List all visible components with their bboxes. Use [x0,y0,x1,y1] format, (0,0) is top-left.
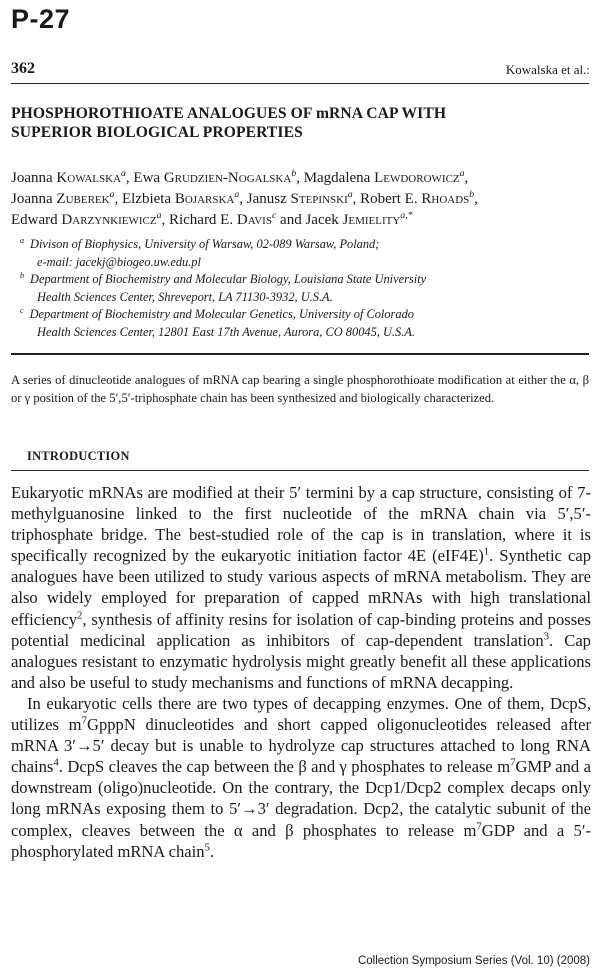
author-first-name: Richard E. [168,212,237,228]
author [169,212,306,228]
superscript: 7 [510,756,516,769]
author-surname: hoads [431,191,470,207]
text-run: . Synthetic cap analogues have been utilized to study various aspects of mRNA metabolism. They are also widely employed for preparation of capped mRNAs with high translational efficiency [11,546,591,629]
affiliation-mark: a [109,189,115,200]
author-first-name: Magdalena [303,170,375,186]
body-text [11,482,591,862]
author-surname-initial: L [374,170,384,186]
affiliation-mark: c [271,210,277,221]
author [122,191,247,207]
affiliation-line [20,324,590,342]
author-surname: avis [247,212,272,228]
section-rule [11,470,589,471]
paper-title [11,104,571,142]
author [305,212,412,228]
page-number: 362 [11,60,35,77]
text-run: GDP and a 5′-phosphorylated mRNA chain [11,820,591,861]
author-surname-initial: Z [56,191,66,207]
affiliation-text: e-mail: jacekj@biogeo.uw.edu.pl [37,254,201,269]
author-surname: tepinski [298,191,348,207]
affiliation-text: Department of Biochemistry and Molecular Genetics, University of Colorado [29,307,414,321]
paper-code: P-27 [11,4,71,34]
affiliation-text: Department of Biochemistry and Molecular Biology, Louisiana State University [30,272,427,286]
separator: , [125,170,134,186]
author-surname: ojarska [184,191,235,207]
affiliation-line [20,306,590,324]
header-rule [11,83,589,84]
affiliations [20,236,590,341]
affiliation-text: Health Sciences Center, Shreveport, LA 71130-3932, U.S.A. [37,289,333,304]
affiliation-mark: a [156,210,162,221]
text-run: . Cap analogues resistant to enzymatic hydrolysis might greatly benefit all these applications and also be useful to study mechanisms and functions of mRNA decapping. [11,630,591,692]
text-run: . [209,841,215,861]
footer-series: Collection Symposium Series (Vol. 10) (2008) [357,955,590,967]
affiliation-line [20,289,590,307]
title-line: PHOSPHOROTHIOATE ANALOGUES OF mRNA CAP WITH [11,105,447,122]
superscript: 7 [81,714,87,727]
citation-ref: 5 [204,841,210,854]
citation-ref: 3 [543,630,550,643]
separator: , [352,191,361,207]
citation-ref: 4 [53,756,59,769]
text-run: . DcpS cleaves the cap between the β and γ phosphates to release m [58,757,511,777]
author-surname-initial: J [342,212,349,228]
paragraph [11,693,591,862]
affiliation-mark: a [347,189,353,200]
author-surname-initial: B [174,191,185,207]
affiliation-text: Health Sciences Center, 12801 East 17th Avenue, Aurora, CO 80045, U.S.A. [37,324,415,339]
author [11,170,133,186]
author-first-name: Janusz [246,191,291,207]
author-surname: arzynkiewicz [72,212,157,228]
affiliation-mark: a,* [400,210,413,221]
citation-ref: 1 [483,545,490,558]
author-surname-initial: K [56,170,68,186]
author-surname-initial: S [290,191,299,207]
author-surname: owalska [67,170,122,186]
affiliation-mark: b [469,189,475,200]
text-run: GMP and a downstream (oligo)nucleotide. On the contrary, the Dcp1/Dcp2 complex decaps only long mRNAs exposing them to 5′→3′ degradation. Dcp2, the catalytic subunit of the complex, cleaves between the α and β phosphates to release m [11,757,591,840]
author-surname: ewdorowicz [383,170,460,186]
separator: , [464,170,469,186]
text-run: In eukaryotic cells there are two types of decapping enzymes. One of them, DcpS, utilizes m [11,693,591,735]
author-first-name: Joanna [11,170,57,186]
affiliation-line [20,254,590,272]
affiliation-mark: a [20,235,25,245]
text-run: Eukaryotic mRNAs are modified at their 5′ termini by a cap structure, consisting of 7-methylguanosine linked to the first nucleotide of the mRNA chain via 5′,5′-triphosphate bridge. The best-studied role of the cap is in translation, where it is specifically recognized by the eukaryotic initiation factor 4E (eIF4E) [11,483,591,566]
author [304,170,469,186]
separator: , [474,191,478,207]
author-surname: emielity [348,212,401,228]
text-run: , synthesis of affinity resins for isolation of cap-binding proteins and posses potential medicinal application as inhibitors of cap-dependent translation [11,609,591,650]
affiliation-line [20,271,590,289]
superscript: 7 [476,819,482,832]
running-head: Kowalska et al.: [505,62,590,77]
separator: , [296,170,304,186]
author-first-name: Robert E. [360,191,422,207]
author-first-name: Elzbieta [121,191,175,207]
affiliation-mark: a [459,168,465,179]
abstract-rule [11,353,589,355]
separator: , [161,212,169,228]
author-surname: uberek [65,191,110,207]
separator: , [114,191,122,207]
affiliation-line [20,236,590,254]
section-heading-introduction: INTRODUCTION [27,449,130,463]
author-list [11,168,596,231]
author [133,170,303,186]
author-first-name: Ewa [133,170,164,186]
citation-ref: 2 [77,609,83,622]
affiliation-mark: a [121,168,126,179]
paragraph [11,482,591,693]
author-surname-initial: R [421,191,432,207]
affiliation-mark: b [291,168,297,179]
separator: and [276,212,306,228]
text-run: GpppN dinucleotides and short capped oligonucleotides released after mRNA 3′→5′ decay but is unable to hydrolyze cap structures attached to long RNA chains [11,715,592,777]
author [360,191,478,207]
author-first-name: Jacek [305,212,343,228]
affiliation-text: Divison of Biophysics, University of Warsaw, 02-089 Warsaw, Poland; [30,237,380,251]
author [11,191,122,207]
author-surname: rudzien-Nogalska [174,170,292,186]
author-surname-initial: D [61,212,73,228]
author [11,212,169,228]
affiliation-mark: b [20,270,25,280]
author-first-name: Joanna [11,191,57,207]
author-first-name: Edward [11,212,62,228]
separator: , [239,191,247,207]
abstract: A series of dinucleotide analogues of mRNA cap bearing a single phosphorothioate modification at either the α, β or γ position of the 5′,5′-triphosphate chain has been synthesized and biologically characterized. [11,373,589,405]
author-surname-initial: D [236,212,248,228]
author [247,191,360,207]
title-line: SUPERIOR BIOLOGICAL PROPERTIES [11,124,303,141]
affiliation-mark: a [234,189,240,200]
author-surname-initial: G [163,170,175,186]
affiliation-mark: c [20,305,24,315]
